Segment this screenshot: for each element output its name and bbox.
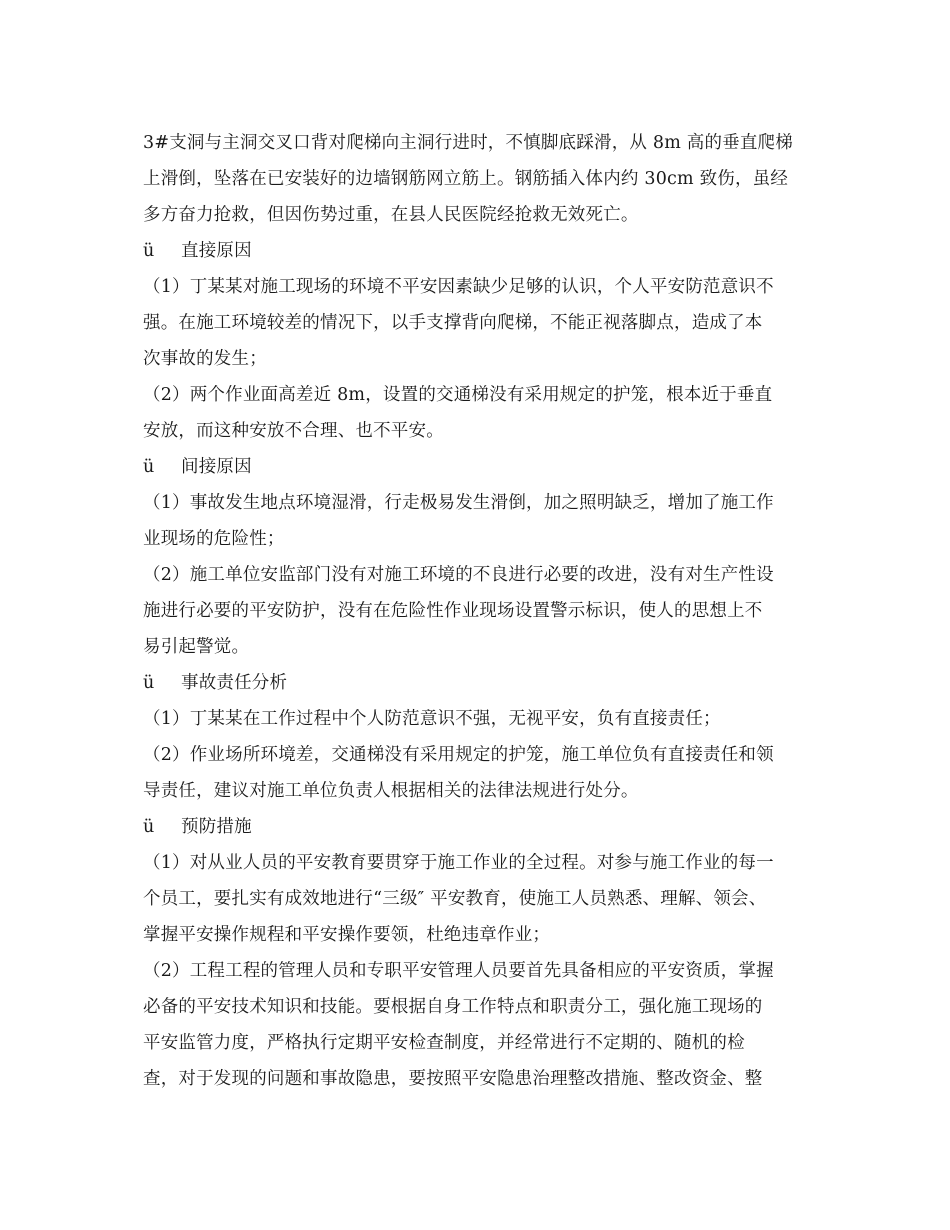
paragraph-line: 上滑倒，坠落在已安装好的边墙钢筋网立筋上。钢筋插入体内约 30cm 致伤，虽经 — [143, 169, 789, 189]
paragraph-line: 导责任，建议对施工单位负责人根据相关的法律法规进行处分。 — [143, 781, 639, 801]
paragraph-line: （2）作业场所环境差，交通梯没有采用规定的护笼，施工单位负有直接责任和领 — [143, 745, 774, 765]
paragraph-line: 安放，而这种安放不合理、也不平安。 — [143, 421, 444, 441]
paragraph-line: 3#支洞与主洞交叉口背对爬梯向主洞行进时，不慎脚底踩滑，从 8m 高的垂直爬梯 — [143, 133, 793, 153]
paragraph-line: 业现场的危险性； — [143, 529, 285, 549]
checkmark-bullet-icon: ü — [143, 241, 155, 261]
paragraph-line: 易引起警觉。 — [143, 637, 250, 657]
paragraph-line: （2）两个作业面高差近 8m，设置的交通梯没有采用规定的护笼，根本近于垂直 — [143, 385, 773, 405]
section-heading-direct-cause — [143, 239, 252, 263]
paragraph-line: 多方奋力抢救，但因伤势过重，在县人民医院经抢救无效死亡。 — [143, 205, 639, 225]
section-heading-responsibility-analysis — [143, 671, 287, 695]
paragraph-line: （1）对从业人员的平安教育要贯穿于施工作业的全过程。对参与施工作业的每一 — [143, 853, 774, 873]
checkmark-bullet-icon: ü — [143, 457, 155, 477]
section-heading-prevention-measures — [143, 815, 252, 839]
heading-text: 预防措施 — [181, 817, 252, 837]
paragraph-line: （1）丁某某对施工现场的环境不平安因素缺少足够的认识，个人平安防范意识不 — [143, 277, 774, 297]
checkmark-bullet-icon: ü — [143, 673, 155, 693]
paragraph-line: 必备的平安技术知识和技能。要根据自身工作特点和职责分工，强化施工现场的 — [143, 997, 763, 1017]
paragraph-line: 平安监管力度，严格执行定期平安检查制度，并经常进行不定期的、随机的检 — [143, 1033, 745, 1053]
heading-text: 间接原因 — [181, 457, 252, 477]
paragraph-line: 强。在施工环境较差的情况下，以手支撑背向爬梯，不能正视落脚点，造成了本 — [143, 313, 763, 333]
paragraph-line: （2）工程工程的管理人员和专职平安管理人员要首先具备相应的平安资质，掌握 — [143, 961, 774, 981]
heading-text: 直接原因 — [181, 241, 252, 261]
paragraph-line: （1）丁某某在工作过程中个人防范意识不强，无视平安，负有直接责任； — [143, 709, 721, 729]
paragraph-line: 次事故的发生； — [143, 349, 267, 369]
heading-text: 事故责任分析 — [181, 673, 288, 693]
paragraph-line: 掌握平安操作规程和平安操作要领，杜绝违章作业； — [143, 925, 551, 945]
paragraph-line: 施进行必要的平安防护，没有在危险性作业现场设置警示标识，使人的思想上不 — [143, 601, 763, 621]
paragraph-line: 个员工，要扎实有成效地进行“三级″ 平安教育，使施工人员熟悉、理解、领会、 — [143, 889, 767, 909]
section-heading-indirect-cause — [143, 455, 252, 479]
paragraph-line: （2）施工单位安监部门没有对施工环境的不良进行必要的改进，没有对生产性设 — [143, 565, 774, 585]
paragraph-line: （1）事故发生地点环境湿滑，行走极易发生滑倒，加之照明缺乏，增加了施工作 — [143, 493, 774, 513]
paragraph-line: 查，对于发现的问题和事故隐患，要按照平安隐患治理整改措施、整改资金、整 — [143, 1069, 763, 1089]
checkmark-bullet-icon: ü — [143, 817, 155, 837]
